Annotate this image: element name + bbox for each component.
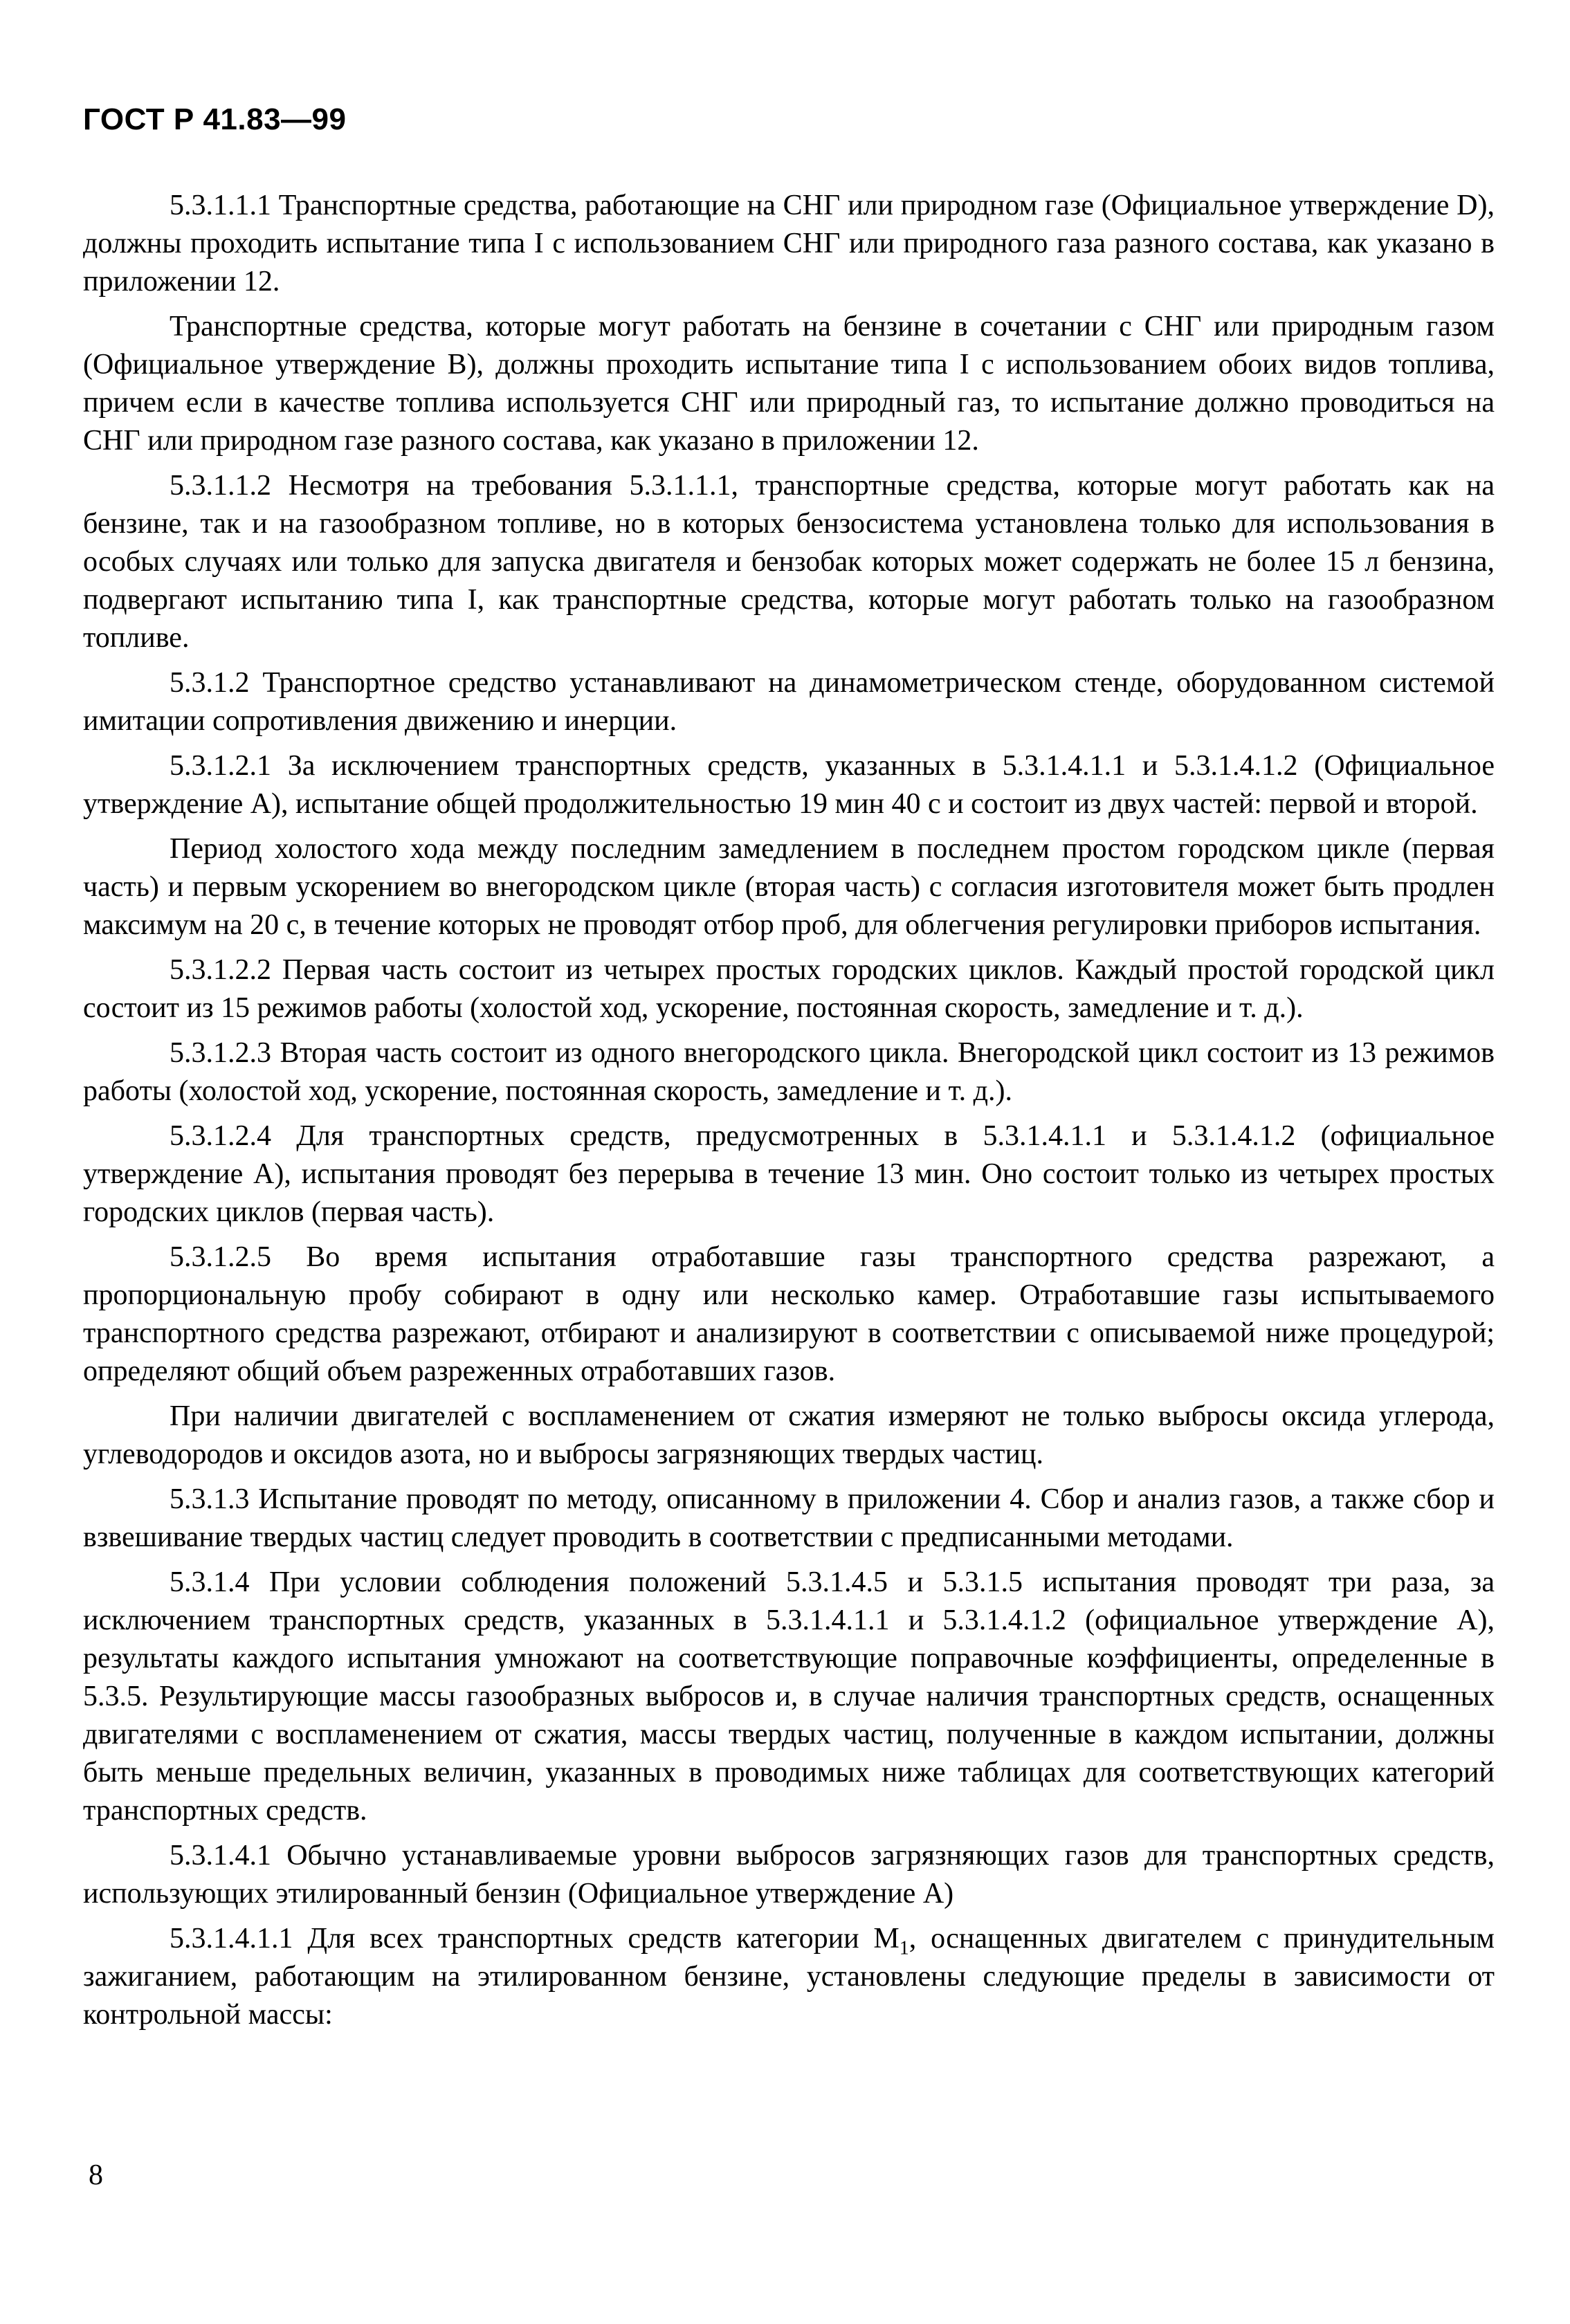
paragraph-5-3-1-1-1: 5.3.1.1.1 Транспортные средства, работающие на СНГ или природном газе (Официальное утверждение D), должны проходить испытание типа I с использованием СНГ или природного газа разного состава, как указано в приложении 12. bbox=[83, 190, 1495, 298]
document-header: ГОСТ Р 41.83—99 bbox=[83, 102, 347, 136]
paragraph-5-3-1-2-5: 5.3.1.2.5 Во время испытания отработавшие газы транспортного средства разрежают, а пропорциональную пробу собирают в одну или несколько камер. Отработавшие газы испытываемого транспортного средства разрежают, отбирают и анализируют в соответствии с описываемой ниже процедурой; определяют общий объем разреженных отработавших газов. bbox=[83, 1241, 1495, 1387]
paragraph-5-3-1-1-2: 5.3.1.1.2 Несмотря на требования 5.3.1.1.1, транспортные средства, которые могут работать как на бензине, так и на газообразном топливе, но в которых бензосистема установлена только для использования в особых случаях или только для запуска двигателя и бензобак которых может содержать не более 15 л бензина, подвергают испытанию типа I, как транспортные средства, которые могут работать только на газообразном топливе. bbox=[83, 470, 1495, 654]
document-body bbox=[83, 187, 1495, 2041]
paragraph-idle-period: Период холостого хода между последним замедлением в последнем простом городском цикле (первая часть) и первым ускорением во внегородском цикле (вторая часть) с согласия изготовителя может быть продлен максимум на 20 с, в течение которых не проводят отбор проб, для облегчения регулировки приборов испытания. bbox=[83, 833, 1495, 941]
paragraph-text-end: , оснащенных двигателем с принудительным зажиганием, работающим на этилированном бензине, установлены следующие пределы в зависимости от контрольной массы: bbox=[83, 1923, 1495, 2031]
paragraph-5-3-1-2-3: 5.3.1.2.3 Вторая часть состоит из одного внегородского цикла. Внегородской цикл состоит из 13 режимов работы (холостой ход, ускорение, постоянная скорость, замедление и т. д.). bbox=[83, 1037, 1495, 1107]
paragraph-gas-vehicles: Транспортные средства, которые могут работать на бензине в сочетании с СНГ или природным газом (Официальное утверждение B), должны проходить испытание типа I с использованием обоих видов топлива, причем если в качестве топлива используется СНГ или природный газ, то испытание должно проводиться на СНГ или природном газе разного состава, как указано в приложении 12. bbox=[83, 311, 1495, 457]
paragraph-5-3-1-4: 5.3.1.4 При условии соблюдения положений 5.3.1.4.5 и 5.3.1.5 испытания проводят три раза, за исключением транспортных средств, указанных в 5.3.1.4.1.1 и 5.3.1.4.1.2 (официальное утверждение А), результаты каждого испытания умножают на соответствующие поправочные коэффициенты, определенные в 5.3.5. Результирующие массы газообразных выбросов и, в случае наличия транспортных средств, оснащенных двигателями с воспламенением от сжатия, массы твердых частиц, полученные в каждом испытании, должны быть меньше предельных величин, указанных в проводимых ниже таблицах для соответствующих категорий транспортных средств. bbox=[83, 1566, 1495, 1827]
paragraph-5-3-1-2-1: 5.3.1.2.1 За исключением транспортных средств, указанных в 5.3.1.4.1.1 и 5.3.1.4.1.2 (Официальное утверждение А), испытание общей продолжительностью 19 мин 40 с и состоит из двух частей: первой и второй. bbox=[83, 750, 1495, 820]
paragraph-5-3-1-2: 5.3.1.2 Транспортное средство устанавливают на динамометрическом стенде, оборудованном системой имитации сопротивления движению и инерции. bbox=[83, 667, 1495, 737]
paragraph-5-3-1-2-4: 5.3.1.2.4 Для транспортных средств, предусмотренных в 5.3.1.4.1.1 и 5.3.1.4.1.2 (официальное утверждение А), испытания проводят без перерыва в течение 13 мин. Оно состоит только из четырех простых городских циклов (первая часть). bbox=[83, 1120, 1495, 1228]
page-number: 8 bbox=[89, 2159, 103, 2191]
paragraph-compression-ignition: При наличии двигателей с воспламенением от сжатия измеряют не только выбросы оксида углерода, углеводородов и оксидов азота, но и выбросы загрязняющих твердых частиц. bbox=[83, 1400, 1495, 1470]
paragraph-5-3-1-2-2: 5.3.1.2.2 Первая часть состоит из четырех простых городских циклов. Каждый простой городской цикл состоит из 15 режимов работы (холостой ход, ускорение, постоянная скорость, замедление и т. д.). bbox=[83, 954, 1495, 1024]
paragraph-text-start: 5.3.1.4.1.1 Для всех транспортных средств категории M bbox=[170, 1923, 900, 1955]
paragraph-5-3-1-4-1-1 bbox=[83, 1920, 1495, 2034]
paragraph-5-3-1-4-1: 5.3.1.4.1 Обычно устанавливаемые уровни выбросов загрязняющих газов для транспортных средств, использующих этилированный бензин (Официальное утверждение А) bbox=[83, 1840, 1495, 1910]
category-subscript: 1 bbox=[899, 1937, 909, 1959]
paragraph-5-3-1-3: 5.3.1.3 Испытание проводят по методу, описанному в приложении 4. Сбор и анализ газов, а также сбор и взвешивание твердых частиц следует проводить в соответствии с предписанными методами. bbox=[83, 1483, 1495, 1553]
